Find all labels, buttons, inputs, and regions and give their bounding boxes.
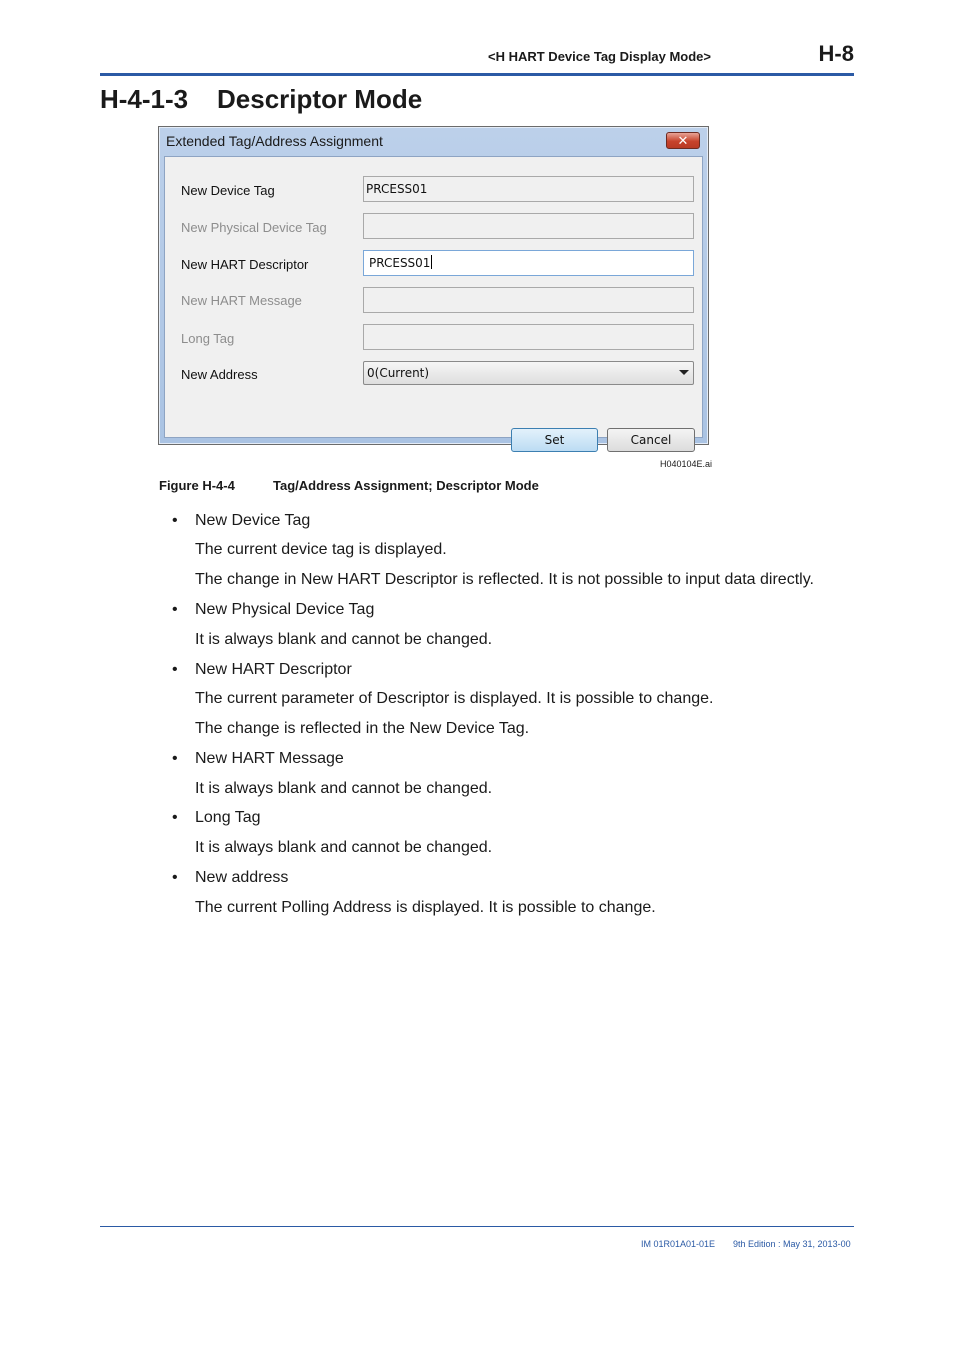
long-tag-field: [363, 324, 694, 350]
dialog-titlebar[interactable]: [159, 127, 708, 155]
item-description: It is always blank and cannot be changed.: [195, 839, 493, 856]
item-description: The change in New HART Descriptor is reflected. It is not possible to input data directly.: [195, 571, 814, 588]
bullet: •: [172, 809, 178, 826]
new-hart-message-field: [363, 287, 694, 313]
label-new-device-tag: New Device Tag: [181, 183, 275, 198]
item-description: It is always blank and cannot be changed.: [195, 631, 493, 648]
item-description: It is always blank and cannot be changed.: [195, 780, 493, 797]
item-description: The current device tag is displayed.: [195, 541, 447, 558]
page-number: H-8: [818, 41, 854, 66]
text-caret: [431, 255, 432, 269]
dialog-client-area: [164, 156, 703, 447]
new-physical-device-tag-field: [363, 213, 694, 239]
item-title: Long Tag: [195, 809, 261, 826]
item-title: New address: [195, 869, 289, 886]
bullet: •: [172, 512, 178, 529]
footer-document-number: IM 01R01A01-01E: [641, 1239, 716, 1249]
item-description: The current Polling Address is displayed. It is possible to change.: [195, 899, 656, 916]
bullet: •: [172, 869, 178, 886]
header-rule: [100, 73, 854, 76]
cancel-button[interactable]: Cancel: [607, 428, 695, 452]
close-icon[interactable]: ✕: [666, 132, 700, 149]
new-device-tag-field: PRCESS01: [363, 176, 694, 202]
label-long-tag: Long Tag: [181, 331, 235, 346]
bullet: •: [172, 750, 178, 767]
descriptor-value: PRCESS01: [369, 256, 431, 270]
label-new-hart-descriptor: New HART Descriptor: [181, 257, 309, 272]
item-description: The current parameter of Descriptor is displayed. It is possible to change.: [195, 690, 714, 707]
figure-number: Figure H-4-4: [159, 478, 235, 493]
section-title: H-4-1-3 Descriptor Mode: [100, 84, 423, 114]
item-title: New Device Tag: [195, 512, 311, 529]
label-new-hart-message: New HART Message: [181, 293, 302, 308]
set-button[interactable]: Set: [511, 428, 598, 452]
figure-title: Tag/Address Assignment; Descriptor Mode: [273, 478, 539, 493]
address-selected-value: 0(Current): [367, 366, 430, 380]
figure-caption: [159, 478, 539, 493]
chevron-down-icon[interactable]: [679, 370, 689, 375]
item-title: New Physical Device Tag: [195, 601, 375, 618]
item-title: New HART Message: [195, 750, 344, 767]
bullet: •: [172, 601, 178, 618]
item-title: New HART Descriptor: [195, 661, 352, 678]
footer-edition: 9th Edition : May 31, 2013-00: [733, 1239, 851, 1249]
footer-rule: [100, 1226, 854, 1227]
dialog-window: [158, 126, 709, 445]
new-hart-descriptor-field[interactable]: [363, 250, 694, 276]
item-description: The change is reflected in the New Device Tag.: [195, 720, 530, 737]
figure-file-name: H040104E.ai: [660, 459, 713, 469]
label-new-physical-device-tag: New Physical Device Tag: [181, 220, 327, 235]
label-new-address: New Address: [181, 367, 258, 382]
bullet: •: [172, 661, 178, 678]
new-address-select[interactable]: [363, 361, 694, 385]
dialog-title: Extended Tag/Address Assignment: [166, 133, 383, 149]
header-section-title: <H HART Device Tag Display Mode>: [488, 49, 711, 64]
